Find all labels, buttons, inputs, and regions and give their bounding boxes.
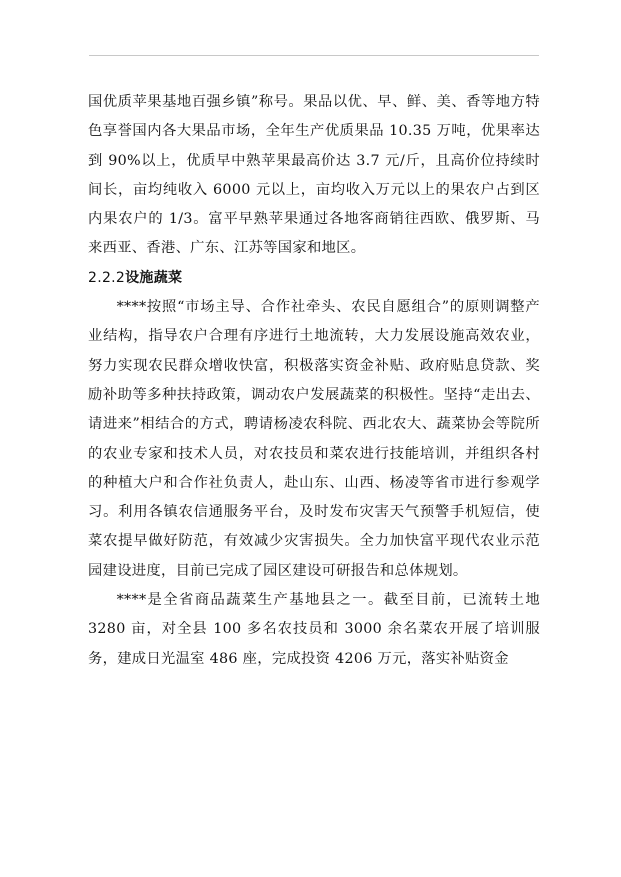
paragraph: ****按照“市场主导、合作社牵头、农民自愿组合”的原则调整产业结构，指导农户合理有序进行土地流转，大力发展设施高效农业，努力实现农民群众增收快富，积极落实资金补贴、政府贴息贷款、奖励补助等多种扶持政策，调动农户发展蔬菜的积极性。坚持“走出去、请进来”相结合的方式，聘请杨凌农科院、西北农大、蔬菜协会等院所的农业专家和技术人员，对农技员和菜农进行技能培训，并组织各村的种植大户和合作社负责人，赴山东、山西、杨凌等省市进行参观学习。利用各镇农信通服务平台，及时发布灾害天气预警手机短信，使菜农提早做好防范，有效减少灾害损失。全力加快富平现代农业示范园建设进度，目前已完成了园区建设可研报告和总体规划。 <box>88 299 540 579</box>
paragraph: ****是全省商品蔬菜生产基地县之一。截至目前，已流转土地 3280 亩，对全县 100 多名农技员和 3000 余名菜农开展了培训服务，建成日光温室 486 座，完成投资 4206 万元，落实补贴资金 <box>88 592 540 667</box>
header-rule <box>89 55 539 56</box>
section-number: 2.2.2 <box>88 269 126 286</box>
section-title: 设施蔬菜 <box>125 269 183 286</box>
paragraph-continued: 国优质苹果基地百强乡镇”称号。果品以优、早、鲜、美、香等地方特色享誉国内各大果品市场，全年生产优质果品 10.35 万吨，优果率达到 90%以上，优质早中熟苹果最高价达 3.7 元/斤，且高价位持续时间长，亩均纯收入 6000 元以上，亩均收入万元以上的果农户占到区内果农户的 1/3。富平早熟苹果通过各地客商销往西欧、俄罗斯、马来西亚、香港、广东、江苏等国家和地区。 <box>88 94 540 257</box>
section-heading <box>88 264 540 293</box>
document-body <box>88 88 540 674</box>
